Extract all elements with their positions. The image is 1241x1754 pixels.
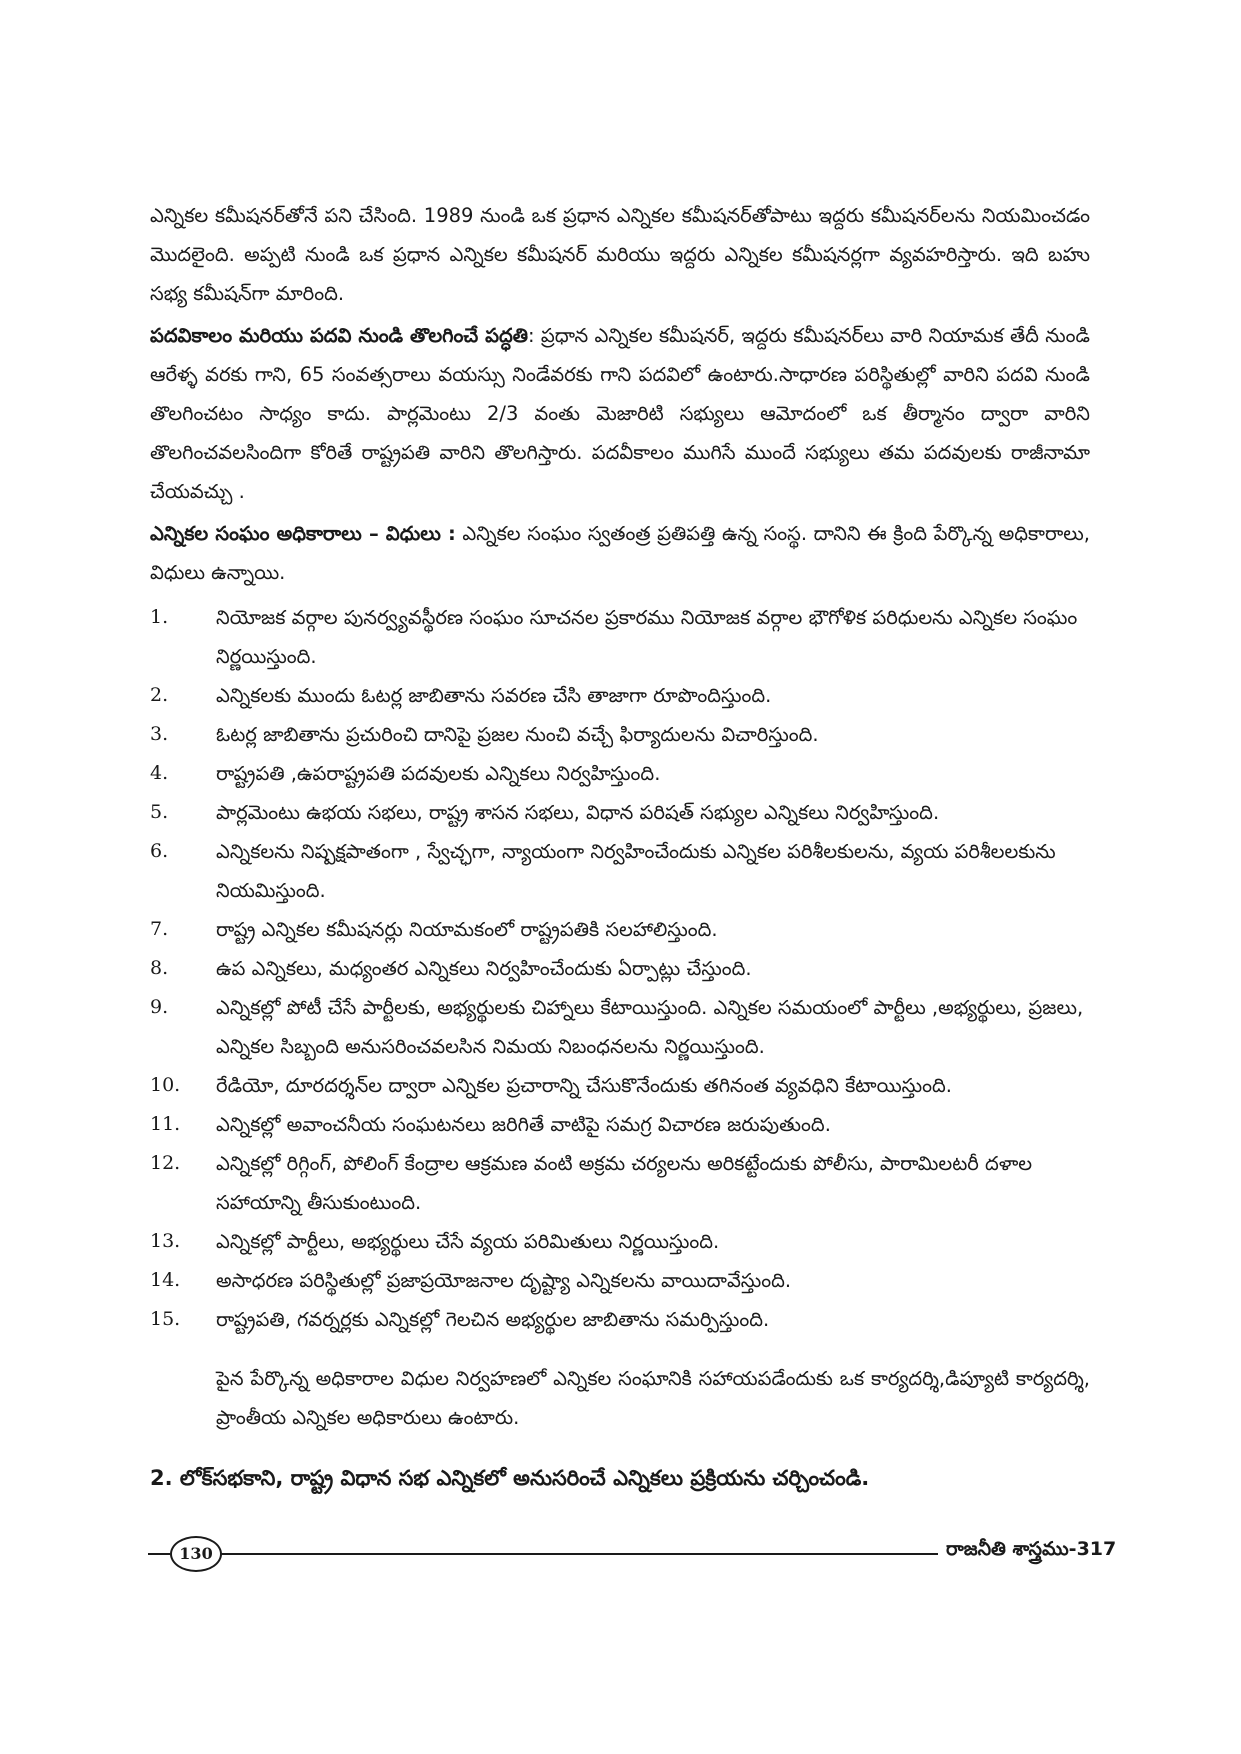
list-item: [150, 1261, 1090, 1300]
list-item: [150, 832, 1090, 910]
list-item-number: 9.: [150, 996, 169, 1018]
list-item-number: 7.: [150, 918, 169, 940]
list-item-number: 6.: [150, 840, 169, 862]
list-item: [150, 910, 1090, 949]
intro-paragraph: ఎన్నికల కమీషనర్‌తోనే పని చేసింది. 1989 నుండి ఒక ప్రధాన ఎన్నికల కమీషనర్‌తోపాటు ఇద్దరు కమీషనర్‌లను నియమించడం మొదలైంది. అప్పటి నుండి ఒక ప్రధాన ఎన్నికల కమీషనర్ మరియు ఇద్దరు ఎన్నికల కమీషనర్లగా వ్యవహరిస్తారు. ఇది బహు సభ్య కమీషన్‌గా మారింది.: [150, 204, 1090, 305]
list-item: [150, 1105, 1090, 1144]
list-item-text: నియోజక వర్గాల పునర్వ్యవస్థీరణ సంఘం సూచనల ప్రకారము నియోజక వర్గాల భౌగోళిక పరిధులను ఎన్నికల సంఘం నిర్ణయిస్తుంది.: [216, 606, 1078, 668]
list-item-number: 4.: [150, 762, 169, 784]
list-item-number: 8.: [150, 957, 169, 979]
powers-text: ఎన్నికల సంఘం స్వతంత్ర ప్రతిపత్తి ఉన్న సంస్థ. దానిని ఈ క్రింది పేర్కొన్న అధికారాలు, విధులు ఉన్నాయి.: [150, 522, 1090, 584]
powers-heading: ఎన్నికల సంఘం అధికారాలు – విధులు :: [150, 522, 456, 545]
list-item-text: పార్లమెంటు ఉభయ సభలు, రాష్ట్ర శాసన సభలు, విధాన పరిషత్ సభ్యుల ఎన్నికలు నిర్వహిస్తుంది.: [216, 801, 940, 824]
footer-rule-left: [148, 1553, 170, 1555]
footer-title: రాజనీతి శాస్త్రము-317: [946, 1538, 1117, 1560]
list-item-text: రాష్ట్రపతి, గవర్నర్లకు ఎన్నికల్లో గెలచిన అభ్యర్థుల జాబితాను సమర్పిస్తుంది.: [216, 1308, 770, 1331]
list-item: [150, 988, 1090, 1066]
list-item: [150, 754, 1090, 793]
list-item-text: ఎన్నికలకు ముందు ఓటర్ల జాబితాను సవరణ చేసి తాజాగా రూపొందిస్తుంది.: [216, 684, 772, 707]
list-item: [150, 1144, 1090, 1222]
list-item: [150, 949, 1090, 988]
footer-rule-right: [220, 1553, 938, 1555]
list-item-text: అసాధరణ పరిస్థితుల్లో ప్రజాప్రయోజనాల దృష్ట్యా ఎన్నికలను వాయిదావేస్తుంది.: [216, 1269, 792, 1292]
list-item: [150, 1066, 1090, 1105]
list-item-text: రేడియో, దూరదర్శన్‌ల ద్వారా ఎన్నికల ప్రచారాన్ని చేసుకొనేందుకు తగినంత వ్యవధిని కేటాయిస్తుంది.: [216, 1074, 952, 1097]
list-item-number: 11.: [150, 1113, 181, 1135]
page-number: 130: [170, 1536, 222, 1572]
list-item-text: ఎన్నికల్లో అవాంచనీయ సంఘటనలు జరిగితే వాటిపై సమగ్ర విచారణ జరుపుతుంది.: [216, 1113, 831, 1136]
closing-paragraph: పైన పేర్కొన్న అధికారాల విధుల నిర్వహణలో ఎన్నికల సంఘానికి సహాయపడేందుకు ఒక కార్యదర్శి,డిప్యూటి కార్యదర్శి, ప్రాంతీయ ఎన్నికల అధికారులు ఉంటారు.: [216, 1366, 1090, 1429]
list-item-text: ఉప ఎన్నికలు, మధ్యంతర ఎన్నికలు నిర్వహించేందుకు ఏర్పాట్లు చేస్తుంది.: [216, 957, 752, 980]
list-item-number: 1.: [150, 606, 169, 628]
list-item-text: ఎన్నికలను నిష్పక్షపాతంగా , స్వేచ్ఛగా, న్యాయంగా నిర్వహించేందుకు ఎన్నికల పరిశీలకులను, వ్యయ పరిశీలలకును నియమిస్తుంది.: [216, 840, 1056, 902]
list-item: [150, 598, 1090, 676]
list-item-text: ఎన్నికల్లో రిగ్గింగ్, పోలింగ్ కేంద్రాల ఆక్రమణ వంటి అక్రమ చర్యలను అరికట్టేందుకు పోలీసు, పారామిలటరీ దళాల సహాయాన్ని తీసుకుంటుంది.: [216, 1152, 1033, 1214]
question-heading: 2. లోక్‌సభకాని, రాష్ట్ర విధాన సభ ఎన్నికలో అనుసరించే ఎన్నికలు ప్రక్రియను చర్చించండి.: [150, 1466, 870, 1490]
tenure-paragraph: [150, 316, 1090, 511]
list-item: [150, 715, 1090, 754]
list-item-number: 15.: [150, 1308, 181, 1330]
page-footer: [148, 1534, 1117, 1574]
list-item-text: రాష్ట్ర ఎన్నికల కమీషనర్లు నియామకంలో రాష్ట్రపతికి సలహాలిస్తుంది.: [216, 918, 718, 941]
powers-list: [150, 598, 1090, 1339]
tenure-heading: పదవికాలం మరియు పదవి నుండి తొలగించే పద్ధతి: [150, 324, 529, 347]
list-item-number: 12.: [150, 1152, 181, 1174]
list-item-number: 13.: [150, 1230, 181, 1252]
list-item-number: 14.: [150, 1269, 181, 1291]
list-item: [150, 1222, 1090, 1261]
list-item-number: 3.: [150, 723, 169, 745]
list-item: [150, 676, 1090, 715]
list-item-number: 5.: [150, 801, 169, 823]
list-item: [150, 1300, 1090, 1339]
list-item: [150, 793, 1090, 832]
powers-paragraph: [150, 514, 1090, 592]
page-body: [150, 196, 1090, 1500]
list-item-number: 2.: [150, 684, 169, 706]
tenure-text: : ప్రధాన ఎన్నికల కమీషనర్, ఇద్దరు కమీషనర్‌లు వారి నియామక తేదీ నుండి ఆరేళ్ళ వరకు గాని, 65 సంవత్సరాలు వయస్సు నిండేవరకు గాని పదవిలో ఉంటారు.సాధారణ పరిస్థితుల్లో వారిని పదవి నుండి తొలగించటం సాధ్యం కాదు. పార్లమెంటు 2/3 వంతు మెజారిటి సభ్యులు ఆమోదంలో ఒక తీర్మానం ద్వారా వారిని తొలగించవలసిందిగా కోరితే రాష్ట్రపతి వారిని తొలగిస్తారు. పదవీకాలం ముగిసే ముందే సభ్యులు తమ పదవులకు రాజీనామా చేయవచ్చు .: [150, 324, 1090, 503]
list-item-text: రాష్ట్రపతి ,ఉపరాష్ట్రపతి పదవులకు ఎన్నికలు నిర్వహిస్తుంది.: [216, 762, 661, 785]
list-item-text: ఓటర్ల జాబితాను ప్రచురించి దానిపై ప్రజల నుంచి వచ్చే ఫిర్యాదులను విచారిస్తుంది.: [216, 723, 819, 746]
list-item-text: ఎన్నికల్లో పోటీ చేసే పార్టీలకు, అభ్యర్థులకు చిహ్నాలు కేటాయిస్తుంది. ఎన్నికల సమయంలో పార్టీలు ,అభ్యర్థులు, ప్రజలు, ఎన్నికల సిబ్బంది అనుసరించవలసిన నిమయ నిబంధనలను నిర్ణయిస్తుంది.: [216, 996, 1084, 1058]
list-item-text: ఎన్నికల్లో పార్టీలు, అభ్యర్థులు చేసే వ్యయ పరిమితులు నిర్ణయిస్తుంది.: [216, 1230, 720, 1253]
list-item-number: 10.: [150, 1074, 181, 1096]
